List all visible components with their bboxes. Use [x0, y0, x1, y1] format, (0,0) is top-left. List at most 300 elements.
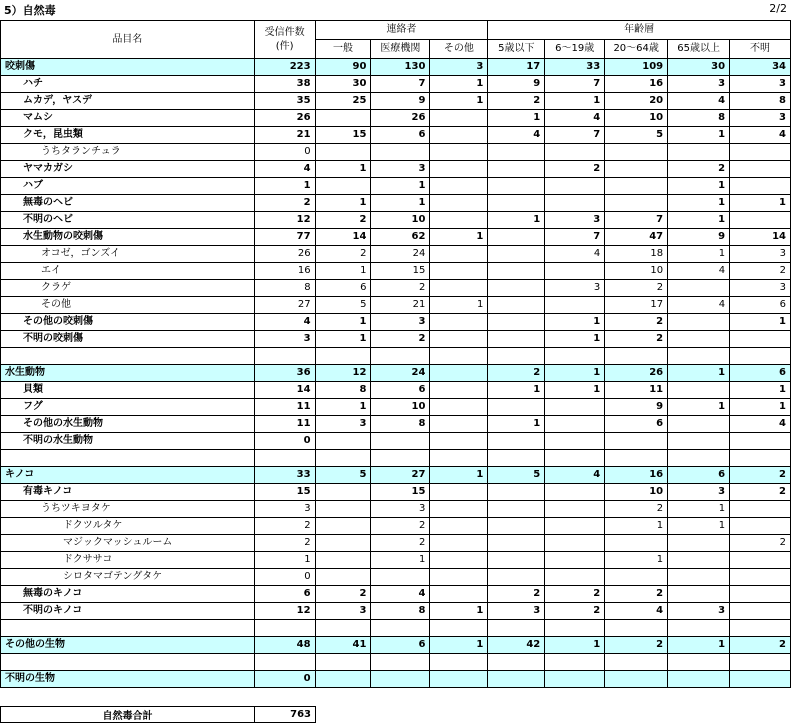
- row-value: 1: [668, 637, 730, 654]
- row-value: 7: [545, 76, 605, 93]
- row-value: 5: [488, 467, 545, 484]
- row-value: 1: [315, 331, 371, 348]
- row-value: 9: [488, 76, 545, 93]
- table-row: [1, 467, 791, 484]
- spacer-row: [1, 620, 791, 637]
- row-name: 不明の咬刺傷: [1, 331, 255, 348]
- row-value: 6: [371, 382, 430, 399]
- row-value: 6: [730, 297, 791, 314]
- row-value: 10: [605, 263, 668, 280]
- row-value: [545, 450, 605, 467]
- row-value: 1: [430, 297, 488, 314]
- row-value: 1: [545, 382, 605, 399]
- row-value: 1: [254, 552, 315, 569]
- row-value: 3: [730, 280, 791, 297]
- row-value: 11: [254, 399, 315, 416]
- row-name: 水生動物の咬刺傷: [1, 229, 255, 246]
- row-name: [1, 348, 255, 365]
- row-value: [430, 569, 488, 586]
- row-value: 10: [371, 212, 430, 229]
- total-table: [0, 706, 316, 723]
- row-value: 35: [254, 93, 315, 110]
- row-value: 3: [371, 314, 430, 331]
- row-value: [371, 654, 430, 671]
- row-value: [668, 569, 730, 586]
- row-value: [430, 654, 488, 671]
- row-value: [371, 620, 430, 637]
- row-value: [488, 671, 545, 688]
- row-value: 2: [371, 331, 430, 348]
- col-header-contact-sub: 一般: [315, 40, 371, 59]
- row-value: 15: [315, 127, 371, 144]
- row-value: 21: [254, 127, 315, 144]
- row-value: [668, 348, 730, 365]
- row-value: [730, 144, 791, 161]
- row-value: [430, 144, 488, 161]
- row-value: 3: [430, 59, 488, 76]
- row-value: 77: [254, 229, 315, 246]
- row-value: 1: [730, 382, 791, 399]
- row-value: [371, 433, 430, 450]
- row-value: [730, 331, 791, 348]
- row-name: 水生動物: [1, 365, 255, 382]
- spacer-row: [1, 348, 791, 365]
- row-name: [1, 620, 255, 637]
- row-value: [488, 569, 545, 586]
- table-row: [1, 603, 791, 620]
- col-header-received-label: 受信件数: [264, 26, 305, 38]
- row-name: その他: [1, 297, 255, 314]
- table-row: [1, 297, 791, 314]
- row-value: [668, 433, 730, 450]
- row-value: [730, 552, 791, 569]
- row-value: 36: [254, 365, 315, 382]
- row-value: [430, 535, 488, 552]
- row-value: [371, 671, 430, 688]
- row-value: [545, 535, 605, 552]
- row-value: 1: [545, 93, 605, 110]
- table-row: [1, 246, 791, 263]
- row-value: [430, 620, 488, 637]
- row-value: 14: [254, 382, 315, 399]
- row-value: 2: [605, 501, 668, 518]
- row-value: 8: [315, 382, 371, 399]
- row-value: 17: [605, 297, 668, 314]
- row-value: 42: [488, 637, 545, 654]
- row-value: [488, 263, 545, 280]
- row-value: 3: [254, 331, 315, 348]
- row-value: 4: [254, 314, 315, 331]
- row-name: マムシ: [1, 110, 255, 127]
- row-value: [545, 195, 605, 212]
- row-value: [730, 348, 791, 365]
- row-name: オコゼ，ゴンズイ: [1, 246, 255, 263]
- row-value: 2: [730, 263, 791, 280]
- row-value: 1: [315, 314, 371, 331]
- poison-statistics-table: [0, 20, 791, 688]
- row-value: [488, 161, 545, 178]
- table-row: [1, 263, 791, 280]
- row-name: 不明のキノコ: [1, 603, 255, 620]
- row-value: 7: [371, 76, 430, 93]
- row-value: [668, 144, 730, 161]
- row-value: [545, 399, 605, 416]
- row-value: [668, 450, 730, 467]
- row-value: 25: [315, 93, 371, 110]
- row-value: [545, 144, 605, 161]
- col-header-age-sub: 20～64歳: [605, 40, 668, 59]
- row-value: 1: [668, 501, 730, 518]
- row-value: 4: [668, 297, 730, 314]
- row-value: [668, 280, 730, 297]
- row-value: 1: [545, 365, 605, 382]
- row-value: 1: [315, 263, 371, 280]
- row-name: 無毒のヘビ: [1, 195, 255, 212]
- row-value: [315, 178, 371, 195]
- row-value: 18: [605, 246, 668, 263]
- row-value: 41: [315, 637, 371, 654]
- row-value: [488, 535, 545, 552]
- row-value: 109: [605, 59, 668, 76]
- row-value: [315, 501, 371, 518]
- table-row: [1, 382, 791, 399]
- row-value: 7: [605, 212, 668, 229]
- row-value: 5: [315, 467, 371, 484]
- row-value: 12: [254, 212, 315, 229]
- table-row: [1, 416, 791, 433]
- row-value: 9: [371, 93, 430, 110]
- row-value: [605, 161, 668, 178]
- row-value: [430, 365, 488, 382]
- row-value: [430, 484, 488, 501]
- row-value: [668, 416, 730, 433]
- row-value: [254, 450, 315, 467]
- row-value: [730, 569, 791, 586]
- row-value: [605, 620, 668, 637]
- row-value: [488, 314, 545, 331]
- row-value: [605, 535, 668, 552]
- row-value: [488, 348, 545, 365]
- row-value: [488, 195, 545, 212]
- row-value: [371, 569, 430, 586]
- table-row: [1, 552, 791, 569]
- row-value: 2: [315, 586, 371, 603]
- row-value: [315, 110, 371, 127]
- row-value: [430, 450, 488, 467]
- row-value: 4: [605, 603, 668, 620]
- row-value: 3: [730, 76, 791, 93]
- row-value: 4: [254, 161, 315, 178]
- row-value: [430, 110, 488, 127]
- row-value: [430, 314, 488, 331]
- row-value: 1: [668, 178, 730, 195]
- row-value: 3: [315, 603, 371, 620]
- row-value: 20: [605, 93, 668, 110]
- row-value: [430, 178, 488, 195]
- row-value: [488, 178, 545, 195]
- row-name: マジックマッシュルーム: [1, 535, 255, 552]
- row-value: [488, 229, 545, 246]
- row-value: 2: [371, 535, 430, 552]
- row-value: [430, 586, 488, 603]
- row-value: [315, 535, 371, 552]
- row-value: 7: [545, 127, 605, 144]
- row-value: [545, 620, 605, 637]
- row-value: 16: [605, 76, 668, 93]
- row-name: [1, 654, 255, 671]
- row-value: [430, 501, 488, 518]
- row-name: ヤマカガシ: [1, 161, 255, 178]
- row-value: 2: [254, 518, 315, 535]
- row-value: 8: [668, 110, 730, 127]
- row-value: 6: [668, 467, 730, 484]
- row-value: [730, 586, 791, 603]
- row-name: エイ: [1, 263, 255, 280]
- row-value: [371, 450, 430, 467]
- table-row: [1, 501, 791, 518]
- row-value: [254, 620, 315, 637]
- row-value: 1: [668, 195, 730, 212]
- row-value: [315, 484, 371, 501]
- row-value: [371, 144, 430, 161]
- row-value: [315, 450, 371, 467]
- row-value: [545, 263, 605, 280]
- row-value: 2: [488, 586, 545, 603]
- row-value: 9: [668, 229, 730, 246]
- row-value: 130: [371, 59, 430, 76]
- row-value: [545, 518, 605, 535]
- row-value: 3: [488, 603, 545, 620]
- row-value: 26: [371, 110, 430, 127]
- row-value: [668, 671, 730, 688]
- row-name: 不明のヘビ: [1, 212, 255, 229]
- table-row: [1, 93, 791, 110]
- row-value: 38: [254, 76, 315, 93]
- row-value: [430, 246, 488, 263]
- row-value: 10: [605, 110, 668, 127]
- row-value: [730, 433, 791, 450]
- row-value: 26: [254, 246, 315, 263]
- col-header-received: [254, 21, 315, 59]
- row-value: 1: [315, 195, 371, 212]
- table-row: [1, 518, 791, 535]
- row-value: 4: [545, 110, 605, 127]
- row-value: 1: [545, 637, 605, 654]
- row-value: 1: [371, 195, 430, 212]
- row-value: 4: [371, 586, 430, 603]
- row-value: 3: [545, 280, 605, 297]
- table-row: [1, 365, 791, 382]
- row-value: 1: [315, 161, 371, 178]
- row-value: 1: [605, 518, 668, 535]
- row-value: 1: [668, 365, 730, 382]
- row-value: 8: [371, 603, 430, 620]
- row-name: その他の水生動物: [1, 416, 255, 433]
- row-value: 1: [488, 382, 545, 399]
- row-value: 34: [730, 59, 791, 76]
- row-value: [730, 671, 791, 688]
- table-row: [1, 195, 791, 212]
- row-value: [545, 484, 605, 501]
- row-value: 1: [430, 93, 488, 110]
- row-value: [730, 654, 791, 671]
- row-value: [605, 654, 668, 671]
- row-value: 62: [371, 229, 430, 246]
- row-value: 3: [315, 416, 371, 433]
- row-name: 不明の生物: [1, 671, 255, 688]
- row-value: 6: [371, 637, 430, 654]
- row-name: キノコ: [1, 467, 255, 484]
- row-value: 6: [371, 127, 430, 144]
- row-value: 5: [315, 297, 371, 314]
- row-value: 26: [605, 365, 668, 382]
- row-value: 3: [371, 501, 430, 518]
- row-name: その他の咬刺傷: [1, 314, 255, 331]
- row-name: ムカデ，ヤスデ: [1, 93, 255, 110]
- row-value: [605, 671, 668, 688]
- row-value: 3: [730, 246, 791, 263]
- row-value: [430, 161, 488, 178]
- row-value: [488, 501, 545, 518]
- row-value: 1: [545, 331, 605, 348]
- table-row: [1, 637, 791, 654]
- table-row: [1, 399, 791, 416]
- row-value: [545, 552, 605, 569]
- row-value: 1: [430, 76, 488, 93]
- row-value: 7: [545, 229, 605, 246]
- row-value: [605, 348, 668, 365]
- row-value: [430, 212, 488, 229]
- table-row: [1, 331, 791, 348]
- row-value: 1: [315, 399, 371, 416]
- row-name: うちツキヨタケ: [1, 501, 255, 518]
- row-value: 4: [488, 127, 545, 144]
- table-row: [1, 229, 791, 246]
- row-value: 1: [668, 246, 730, 263]
- row-value: 2: [730, 484, 791, 501]
- row-value: [315, 518, 371, 535]
- row-value: 1: [668, 399, 730, 416]
- row-value: 2: [605, 280, 668, 297]
- col-header-age-sub: 65歳以上: [668, 40, 730, 59]
- row-value: [545, 348, 605, 365]
- table-row: [1, 127, 791, 144]
- table-row: [1, 586, 791, 603]
- row-value: 2: [730, 535, 791, 552]
- row-value: [430, 552, 488, 569]
- row-name: その他の生物: [1, 637, 255, 654]
- row-name: クラゲ: [1, 280, 255, 297]
- col-header-age: 年齢層: [488, 21, 791, 40]
- row-value: 6: [730, 365, 791, 382]
- row-value: 3: [668, 484, 730, 501]
- row-value: [430, 195, 488, 212]
- spacer-row: [1, 654, 791, 671]
- row-name: ドクササコ: [1, 552, 255, 569]
- row-value: [730, 620, 791, 637]
- row-value: [488, 297, 545, 314]
- table-row: [1, 314, 791, 331]
- row-value: 4: [730, 416, 791, 433]
- row-value: [668, 331, 730, 348]
- row-value: 1: [488, 110, 545, 127]
- row-value: [488, 246, 545, 263]
- row-value: [668, 654, 730, 671]
- table-row: [1, 178, 791, 195]
- row-value: 1: [605, 552, 668, 569]
- row-value: [430, 416, 488, 433]
- row-value: [730, 518, 791, 535]
- row-value: [545, 433, 605, 450]
- row-value: 2: [488, 93, 545, 110]
- row-value: [315, 433, 371, 450]
- row-value: [545, 671, 605, 688]
- row-value: 12: [254, 603, 315, 620]
- row-value: 2: [545, 161, 605, 178]
- col-header-received-unit: (件): [275, 40, 294, 52]
- row-value: 0: [254, 144, 315, 161]
- table-row: [1, 280, 791, 297]
- table-row: [1, 484, 791, 501]
- col-header-contact-sub: 医療機関: [371, 40, 430, 59]
- row-name: 有毒キノコ: [1, 484, 255, 501]
- section-title: 5）自然毒: [4, 4, 56, 17]
- row-name: 咬刺傷: [1, 59, 255, 76]
- table-row: [1, 76, 791, 93]
- row-value: 1: [371, 178, 430, 195]
- table-row: [1, 671, 791, 688]
- row-value: [488, 484, 545, 501]
- row-value: [668, 382, 730, 399]
- row-value: 24: [371, 365, 430, 382]
- row-value: [605, 195, 668, 212]
- row-value: [545, 569, 605, 586]
- row-value: [545, 416, 605, 433]
- row-name: 無毒のキノコ: [1, 586, 255, 603]
- row-value: [430, 671, 488, 688]
- row-value: 26: [254, 110, 315, 127]
- row-value: [545, 297, 605, 314]
- row-value: 14: [730, 229, 791, 246]
- row-value: [315, 671, 371, 688]
- row-value: [315, 620, 371, 637]
- row-value: 4: [730, 127, 791, 144]
- col-header-contact-sub: その他: [430, 40, 488, 59]
- row-value: 1: [668, 212, 730, 229]
- row-value: 1: [668, 518, 730, 535]
- row-value: 2: [668, 161, 730, 178]
- row-value: [545, 178, 605, 195]
- row-value: 90: [315, 59, 371, 76]
- row-value: [488, 399, 545, 416]
- row-value: [488, 144, 545, 161]
- row-value: 4: [545, 467, 605, 484]
- table-row: [1, 144, 791, 161]
- row-value: [254, 654, 315, 671]
- row-value: 3: [668, 603, 730, 620]
- row-value: 12: [315, 365, 371, 382]
- row-value: 8: [371, 416, 430, 433]
- row-value: [371, 348, 430, 365]
- row-value: [430, 280, 488, 297]
- row-value: 2: [730, 637, 791, 654]
- row-value: 15: [371, 484, 430, 501]
- row-name: シロタマゴテングタケ: [1, 569, 255, 586]
- row-value: 1: [730, 314, 791, 331]
- row-value: 0: [254, 433, 315, 450]
- row-value: 1: [430, 637, 488, 654]
- row-value: 3: [254, 501, 315, 518]
